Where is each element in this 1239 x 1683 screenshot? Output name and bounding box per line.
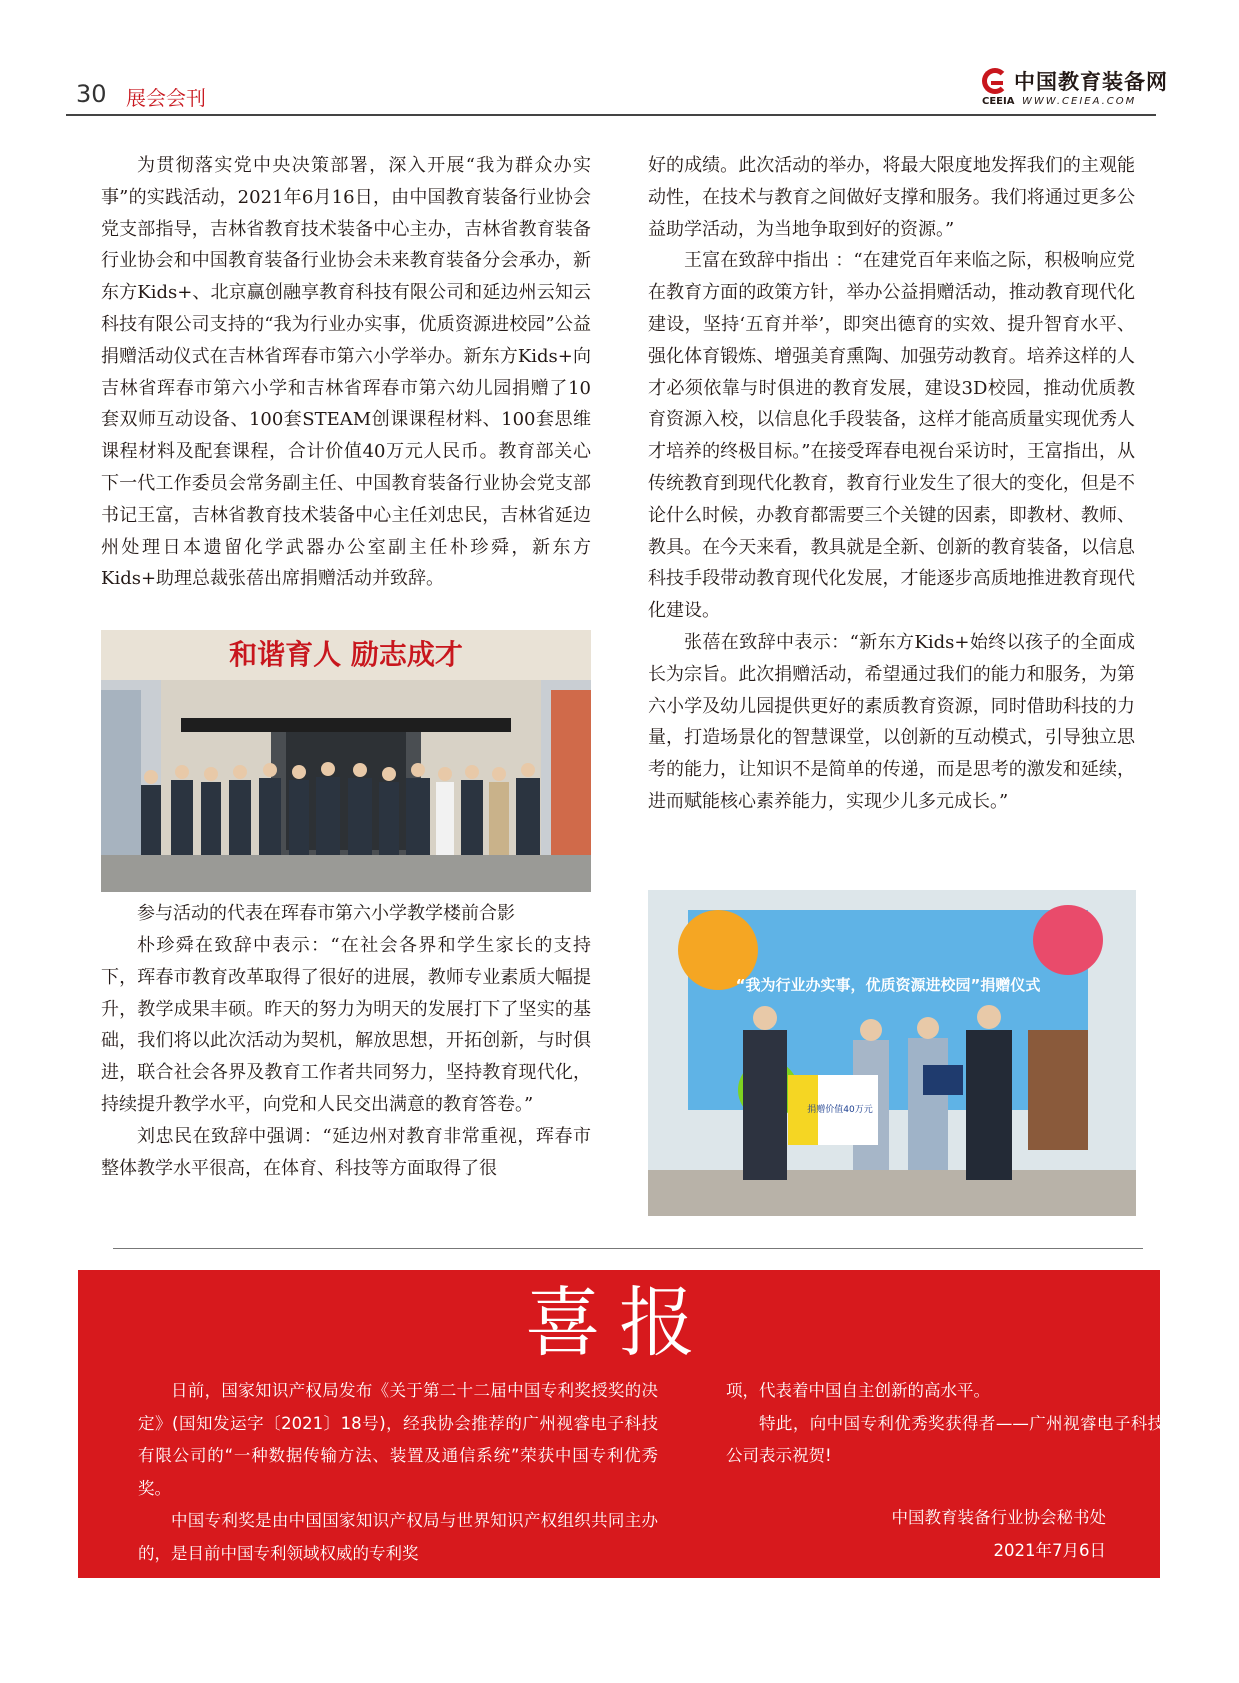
notice-column-left bbox=[138, 1375, 658, 1570]
notice-paragraph-3: 特此，向中国专利优秀奖获得者——广州视睿电子科技有限公司表示祝贺! bbox=[726, 1413, 1198, 1465]
logo-abbr: CEEIA bbox=[982, 96, 1015, 107]
article-paragraph-1: 为贯彻落实党中央决策部署，深入开展“我为群众办实事”的实践活动，2021年6月16日，由中国教育装备行业协会党支部指导，吉林省教育技术装备中心主办，吉林省教育装备行业协会和中国教育装备行业协会未来教育装备分会承办，新东方Kids+、北京赢创融享教育科技有限公司和延边州云知云科技有限公司支持的“我为行业办实事，优质资源进校园”公益捐赠活动仪式在吉林省珲春市第六小学举办。新东方Kids+向吉林省珲春市第六小学和吉林省珲春市第六幼儿园捐赠了10套双师互动设备、100套STEAM创课课程材料、100套思维课程材料及配套课程，合计价值40万元人民币。教育部关心下一代工作委员会常务副主任、中国教育装备行业协会党支部书记王富，吉林省教育技术装备中心主任刘忠民，吉林省延边州处理日本遗留化学武器办公室副主任朴珍舜，新东方Kids+助理总裁张蓓出席捐赠活动并致辞。 bbox=[101, 155, 591, 590]
notice-paragraph-2: 中国专利奖是由中国国家知识产权局与世界知识产权组织共同主办的，是目前中国专利领域权威的专利奖 bbox=[138, 1511, 658, 1563]
group-photo bbox=[101, 630, 591, 892]
page-number: 30 bbox=[76, 80, 107, 108]
article-column-left-bottom bbox=[101, 930, 591, 1184]
article-paragraph-4: 王富在致辞中指出 ：“在建党百年来临之际，积极响应党在教育方面的政策方针，举办公益捐赠活动，推动教育现代化建设，坚持‘五育并举’，即突出德育的实效、提升智育水平、强化体育锻炼、增强美育熏陶、加强劳动教育。培养这样的人才必须依靠与时俱进的教育发展，建设3D校园，推动优质教育资源入校，以信息化手段装备，这样才能高质量实现优秀人才培养的终极目标。”在接受珲春电视台采访时，王富指出，从传统教育到现代化教育，教育行业发生了很大的变化，但是不论什么时候，办教育都需要三个关键的因素，即教材、教师、教具。在今天来看，教具就是全新、创新的教育装备，以信息科技手段带动教育现代化发展，才能逐步高质地推进教育现代化建设。 bbox=[648, 250, 1135, 622]
article-column-left-top bbox=[101, 150, 591, 595]
notice-title: 喜报 bbox=[525, 1278, 713, 1367]
donation-ceremony-photo bbox=[648, 890, 1136, 1216]
donation-board-text: 捐赠价值40万元 bbox=[807, 1105, 873, 1115]
screen-text: “我为行业办实事，优质资源进校园”捐赠仪式 bbox=[735, 976, 1041, 994]
site-logo[interactable] bbox=[982, 66, 1168, 110]
logo-text: 中国教育装备网 bbox=[1014, 70, 1168, 94]
section-divider bbox=[113, 1248, 1143, 1249]
notice-column-right bbox=[726, 1375, 1198, 1473]
notice-box bbox=[78, 1270, 1198, 1578]
header-rule bbox=[66, 114, 1156, 116]
article-paragraph-3-continued: 好的成绩。此次活动的举办，将最大限度地发挥我们的主观能动性，在技术与教育之间做好支撑和服务。我们将通过更多公益助学活动，为当地争取到好的资源。” bbox=[648, 155, 1135, 240]
notice-paragraph-1: 日前，国家知识产权局发布《关于第二十二届中国专利奖授奖的决定》(国知发运字〔2021〕18号)，经我协会推荐的广州视睿电子科技有限公司的“一种数据传输方法、装置及通信系统”荣获中国专利优秀奖。 bbox=[138, 1381, 658, 1498]
banner-text: 和谐育人 励志成才 bbox=[229, 638, 463, 671]
photo-caption: 参与活动的代表在珲春市第六小学教学楼前合影 bbox=[137, 903, 515, 924]
article-paragraph-3: 刘忠民在致辞中强调：“延边州对教育非常重视，珲春市整体教学水平很高，在体育、科技等方面取得了很 bbox=[101, 1125, 591, 1179]
notice-signature-org: 中国教育装备行业协会秘书处 bbox=[891, 1508, 1106, 1527]
logo-url: WWW.CEIEA.COM bbox=[1022, 96, 1137, 107]
notice-paragraph-2-continued: 项，代表着中国自主创新的高水平。 bbox=[726, 1381, 990, 1400]
notice-signature-date: 2021年7月6日 bbox=[993, 1541, 1106, 1560]
article-paragraph-2: 朴珍舜在致辞中表示：“在社会各界和学生家长的支持下，珲春市教育改革取得了很好的进展，教师专业素质大幅提升，教学成果丰硕。昨天的努力为明天的发展打下了坚实的基础，我们将以此次活动为契机，解放思想，开拓创新，与时俱进，联合社会各界及教育工作者共同努力，坚持教育现代化，持续提升教学水平，向党和人民交出满意的教育答卷。” bbox=[101, 935, 591, 1115]
logo-c-icon bbox=[982, 68, 1008, 94]
article-column-right bbox=[648, 150, 1135, 818]
article-paragraph-5: 张蓓在致辞中表示：“新东方Kids+始终以孩子的全面成长为宗旨。此次捐赠活动，希望通过我们的能力和服务，为第六小学及幼儿园提供更好的素质教育资源，同时借助科技的力量，打造场景化的智慧课堂，以创新的互动模式，引导独立思考的能力，让知识不是简单的传递，而是思考的激发和延续，进而赋能核心素养能力，实现少儿多元成长。” bbox=[648, 631, 1135, 812]
section-title: 展会会刊 bbox=[126, 86, 206, 110]
